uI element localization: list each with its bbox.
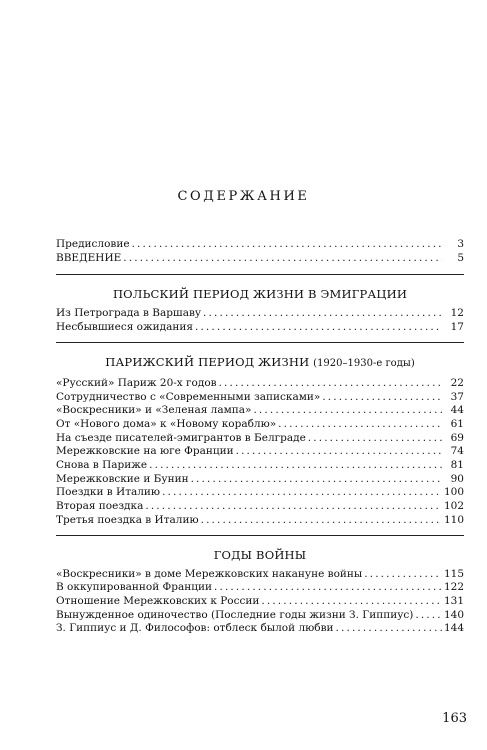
dot-leader: [364, 568, 442, 582]
toc-entry-page: 144: [443, 622, 464, 635]
toc-entry: [56, 391, 464, 405]
toc-entry: [56, 568, 464, 582]
toc-entry-page: 44: [450, 404, 464, 417]
toc-entry-page: 37: [450, 390, 464, 403]
section-rule: [56, 535, 464, 536]
toc-entry: [56, 238, 464, 252]
toc-entry-page: 74: [450, 445, 464, 458]
toc-entry-page: 140: [443, 608, 464, 621]
toc-entry-title: Предисловие: [56, 238, 130, 250]
toc-entry-title: От «Нового дома» к «Новому кораблю»: [56, 417, 277, 430]
dot-leader: [203, 307, 442, 321]
toc-entry-page: 122: [443, 581, 464, 594]
toc-entry: [56, 404, 464, 418]
toc-entry: [56, 445, 464, 459]
section-heading: [56, 355, 464, 371]
dot-leader: [162, 486, 442, 500]
toc-entry-page: 131: [443, 594, 464, 607]
toc-sections: [56, 274, 464, 636]
dot-leader: [219, 377, 442, 391]
dot-leader: [214, 581, 442, 595]
toc-entry-page: 12: [450, 307, 464, 320]
toc-entry-page: 61: [450, 417, 464, 430]
toc-entry-page: 5: [457, 251, 464, 264]
toc-entry: [56, 514, 464, 528]
toc-entry-title: Снова в Париже: [56, 459, 148, 472]
toc-entry: [56, 432, 464, 446]
dot-leader: [308, 432, 442, 446]
toc-entry-title: Сотрудничество с «Современными записками»: [56, 390, 321, 403]
dot-leader: [253, 404, 442, 418]
toc-entry: [56, 252, 464, 266]
toc-entry-title: Мережковские и Бунин: [56, 472, 189, 485]
toc-entry-page: 69: [450, 431, 464, 444]
dot-leader: [261, 595, 442, 609]
toc-entry-title: Несбывшиеся ожидания: [56, 321, 193, 334]
toc-entry: [56, 609, 464, 623]
dot-leader: [145, 500, 442, 514]
toc-entry-title: Поездки в Италию: [56, 486, 161, 499]
toc-entry-title: На съезде писателей-эмигрантов в Белграде: [56, 431, 306, 444]
toc-entry-title: «Русский» Париж 20-х годов: [56, 376, 217, 389]
dot-leader: [278, 418, 442, 432]
section-heading-note: (1920–1930-е годы): [313, 357, 415, 369]
dot-leader: [201, 514, 442, 528]
toc-entry: [56, 473, 464, 487]
section-heading-text: ПАРИЖСКИЙ ПЕРИОД ЖИЗНИ: [105, 354, 310, 369]
dot-leader: [415, 609, 442, 623]
page-title: СОДЕРЖАНИЕ: [177, 189, 310, 204]
toc-entry-title: Вторая поездка: [56, 500, 144, 513]
toc-entry-page: 22: [450, 376, 464, 389]
toc-entry-page: 17: [450, 321, 464, 334]
toc-entry: [56, 581, 464, 595]
toc-entry-title: Мережковские на юге Франции: [56, 445, 234, 458]
toc-entry: [56, 622, 464, 636]
section-rule: [56, 342, 464, 343]
toc-entry-title: Из Петрограда в Варшаву: [56, 307, 202, 320]
section-rule: [56, 274, 464, 275]
toc-entry-title: ВВЕДЕНИЕ: [56, 251, 122, 264]
toc-entry-page: 3: [457, 238, 464, 250]
dot-leader: [149, 459, 442, 473]
toc-entry-title: В оккупированной Франции: [56, 581, 212, 594]
dot-leader: [191, 473, 442, 487]
section-heading: [56, 548, 464, 562]
toc-entry: [56, 321, 464, 335]
toc-entry: [56, 377, 464, 391]
toc-entry: [56, 459, 464, 473]
toc-entry-page: 90: [450, 472, 464, 485]
section-heading-text: ГОДЫ ВОЙНЫ: [213, 547, 307, 562]
toc-entry-title: З. Гиппиус и Д. Философов: отблеск былой любви: [56, 622, 334, 635]
toc-entry: [56, 500, 464, 514]
page-number: 163: [442, 711, 467, 726]
section-heading-text: ПОЛЬСКИЙ ПЕРИОД ЖИЗНИ В ЭМИГРАЦИИ: [112, 287, 408, 302]
dot-leader: [236, 445, 442, 459]
toc-entry-page: 115: [443, 567, 464, 580]
dot-leader: [195, 321, 442, 335]
toc-entry: [56, 486, 464, 500]
toc-intro: [56, 238, 464, 265]
toc-entry-page: 102: [443, 500, 464, 513]
toc-entry-page: 110: [443, 513, 464, 526]
toc-entry-title: Отношение Мережковских к России: [56, 594, 260, 607]
section-heading: [56, 287, 464, 301]
dot-leader: [322, 391, 442, 405]
toc-entry-title: Третья поездка в Италию: [56, 513, 199, 526]
toc-entry-page: 100: [443, 486, 464, 499]
toc-entry-page: 81: [450, 459, 464, 472]
toc-entry: [56, 307, 464, 321]
table-of-contents: [56, 238, 464, 636]
toc-entry: [56, 595, 464, 609]
dot-leader: [336, 622, 442, 636]
toc-entry: [56, 418, 464, 432]
dot-leader: [132, 238, 442, 252]
toc-entry-title: Вынужденное одиночество (Последние годы жизни З. Гиппиус): [56, 608, 414, 621]
dot-leader: [123, 252, 442, 266]
toc-entry-title: «Воскресники» в доме Мережковских накануне войны: [56, 567, 363, 580]
toc-entry-title: «Воскресники» и «Зеленая лампа»: [56, 404, 252, 417]
